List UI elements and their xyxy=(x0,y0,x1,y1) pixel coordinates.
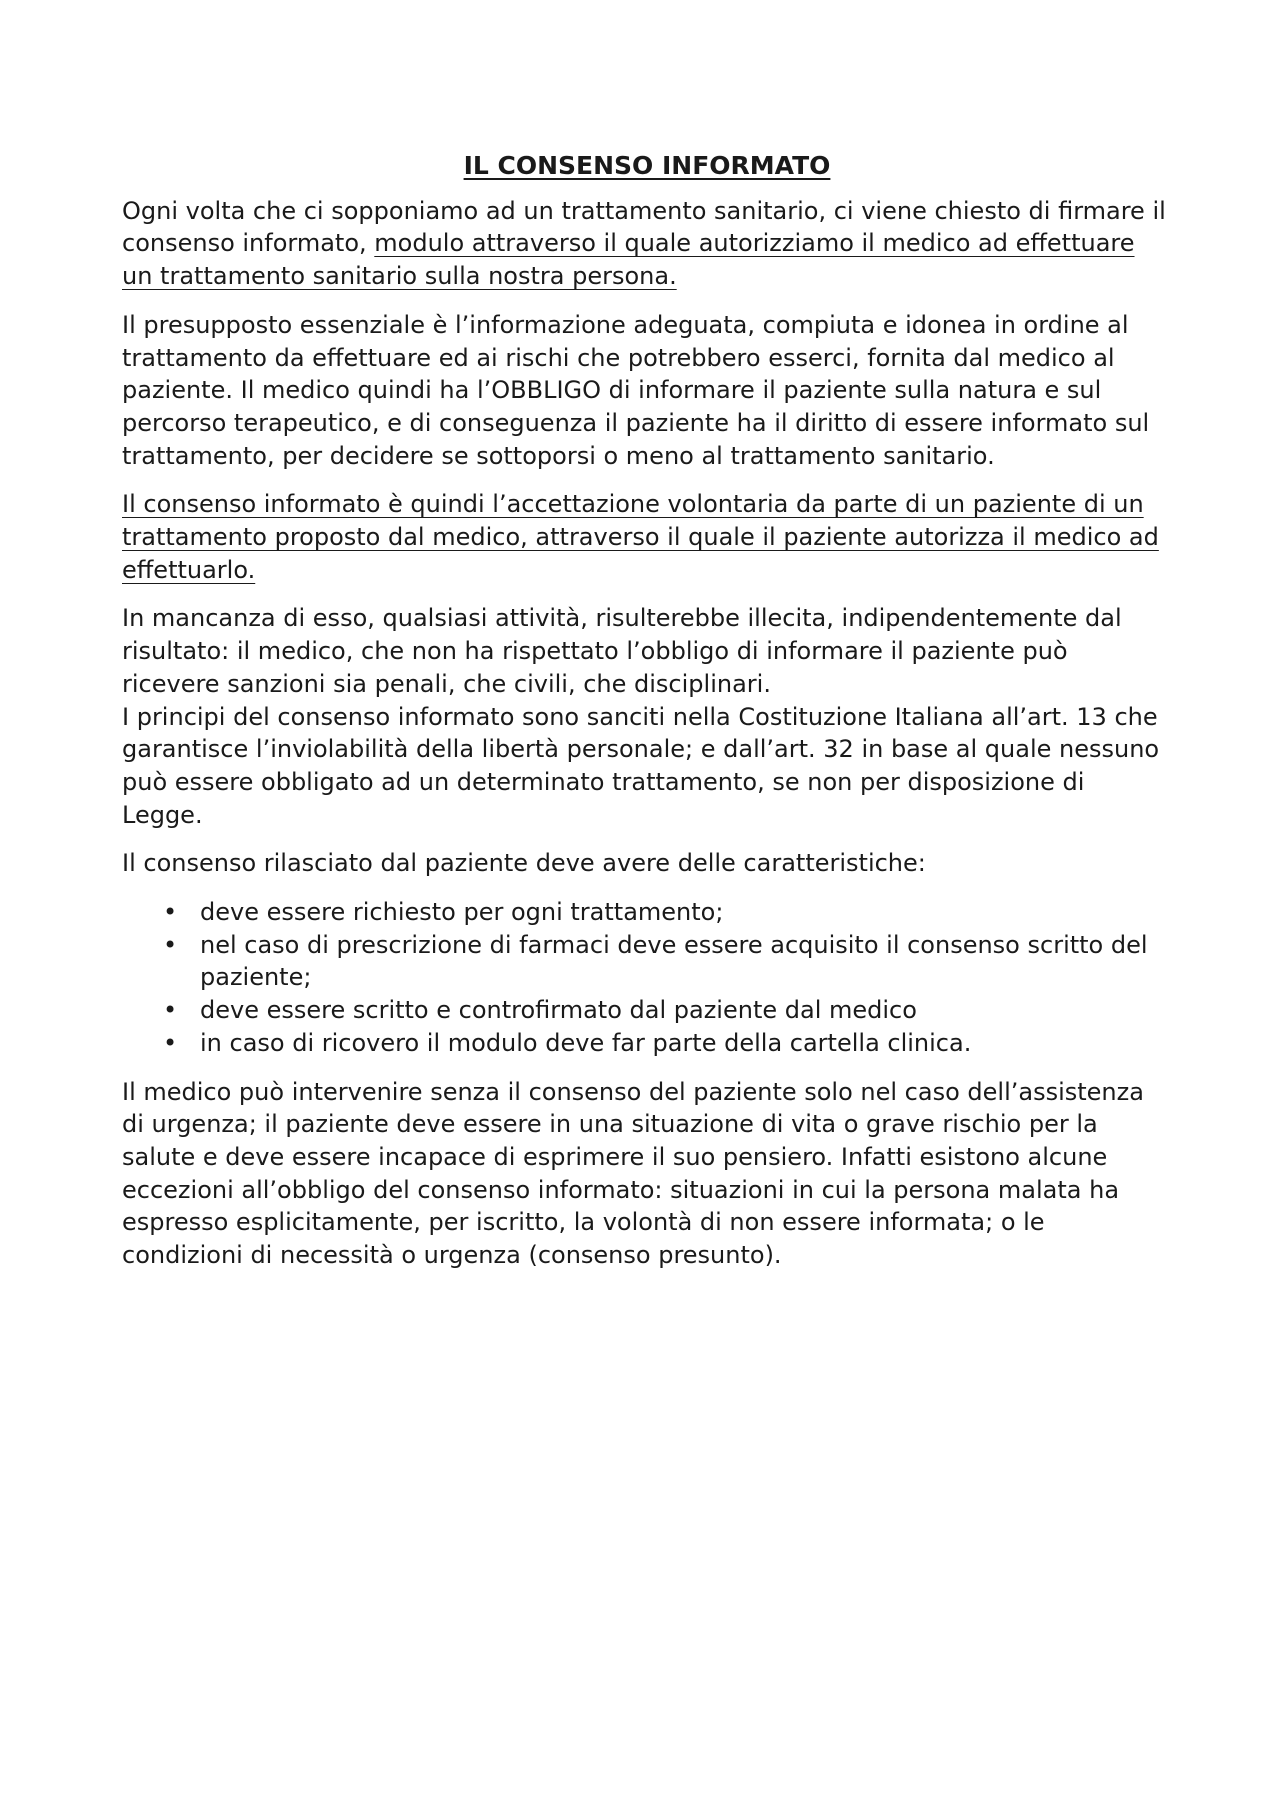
paragraph-constitution: I principi del consenso informato sono sanciti nella Costituzione Italiana all’art. 13 che garantisce l’inviolabilità della libertà personale; e dall’art. 32 in base al quale nessuno può essere obbligato ad un determinato trattamento, se non per disposizione di Legge. xyxy=(122,702,1160,829)
definition-underlined-text: Il consenso informato è quindi l’accettazione volontaria da parte di un paziente di un trattamento proposto dal medico, attraverso il quale il paziente autorizza il medico ad effettuarlo. xyxy=(122,490,1159,584)
list-item: • deve essere richiesto per ogni trattamento; xyxy=(122,896,1172,929)
bullet-icon: • xyxy=(163,996,178,1025)
bullet-icon: • xyxy=(163,930,178,959)
paragraph-intro xyxy=(122,195,1172,293)
intro-underlined-text: modulo attraverso il quale autorizziamo il medico ad effettuare un trattamento sanitario sulla nostra persona. xyxy=(122,229,1135,291)
list-item: • deve essere scritto e controfirmato dal paziente dal medico xyxy=(122,994,1172,1027)
paragraph-exceptions: Il medico può intervenire senza il consenso del paziente solo nel caso dell’assistenza di urgenza; il paziente deve essere in una situazione di vita o grave rischio per la salute e deve essere incapace di esprimere il suo pensiero. Infatti esistono alcune eccezioni all’obbligo del consenso informato: situazioni in cui la persona malata ha espresso esplicitamente, per iscritto, la volontà di non essere informata; o le condizioni di necessità o urgenza (consenso presunto). xyxy=(122,1077,1144,1270)
document-title: IL CONSENSO INFORMATO xyxy=(463,151,831,180)
list-item: • nel caso di prescrizione di farmaci deve essere acquisito il consenso scritto del paziente; xyxy=(163,930,1148,992)
paragraph-definition xyxy=(122,488,1172,586)
bullet-icon: • xyxy=(163,1028,178,1057)
list-item: • in caso di ricovero il modulo deve far parte della cartella clinica. xyxy=(122,1027,1172,1060)
paragraph-absence: In mancanza di esso, qualsiasi attività, risulterebbe illecita, indipendentemente dal risultato: il medico, che non ha rispettato l’obbligo di informare il paziente può ricevere sanzioni sia penali, che civili, che disciplinari. xyxy=(122,604,1122,698)
bullet-icon: • xyxy=(163,898,178,927)
paragraph-premise: Il presupposto essenziale è l’informazione adeguata, compiuta e idonea in ordine al trattamento da effettuare ed ai rischi che potrebbero esserci, fornita dal medico al paziente. Il medico quindi ha l’OBBLIGO di informare il paziente sulla natura e sul percorso terapeutico, e di conseguenza il paziente ha il diritto di essere informato sul trattamento, per decidere se sottoporsi o meno al trattamento sanitario. xyxy=(122,310,1150,470)
intro-text: Ogni volta che ci sopponiamo ad un trattamento sanitario, ci viene chiesto di firmare il consenso informato, xyxy=(122,196,1166,258)
paragraph-characteristics: Il consenso rilasciato dal paziente deve avere delle caratteristiche: xyxy=(122,849,926,878)
characteristics-list xyxy=(122,896,1172,1060)
document-page xyxy=(122,150,1172,1288)
